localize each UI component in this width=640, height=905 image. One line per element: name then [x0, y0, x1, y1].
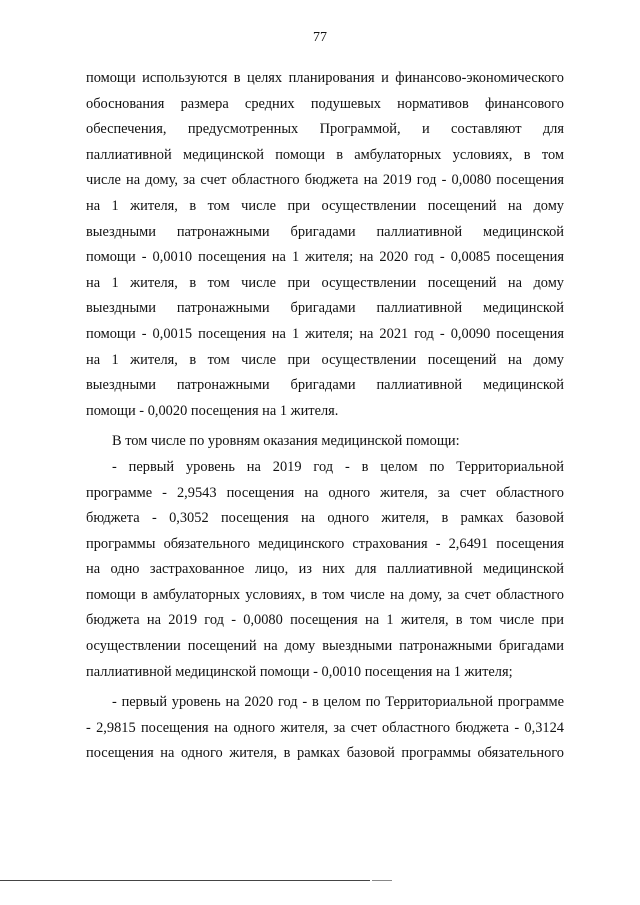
paragraph	[86, 429, 564, 455]
paragraph	[86, 455, 564, 685]
text-line: выездными патронажными бригадами паллиативной медицинской	[86, 377, 564, 394]
text-line: осуществлении посещений на дому выездными патронажными бригадами	[86, 638, 564, 655]
text-line: - 2,9815 посещения на одного жителя, за счет областного бюджета - 0,3124	[86, 719, 564, 736]
text-line: выездными патронажными бригадами паллиативной медицинской	[86, 300, 564, 317]
text-line: на 1 жителя, в том числе при осуществлении посещений на дому	[86, 274, 564, 291]
text-line: помощи используются в целях планирования и финансово-экономического	[86, 70, 564, 86]
text-line: помощи - 0,0015 посещения на 1 жителя; на 2021 год - 0,0090 посещения	[86, 325, 564, 342]
text-line: обеспечения, предусмотренных Программой, и составляют для	[86, 121, 564, 138]
paragraph	[86, 66, 564, 424]
text-line: помощи в амбулаторных условиях, в том числе на дому, за счет областного	[86, 586, 564, 603]
text-line: посещения на одного жителя, в рамках базовой программы обязательного	[86, 745, 564, 762]
footer-divider-fragment	[372, 880, 392, 881]
text-line: числе на дому, за счет областного бюджета на 2019 год - 0,0080 посещения	[86, 172, 564, 189]
text-line: - первый уровень на 2020 год - в целом по Территориальной программе	[112, 694, 564, 711]
text-line: программы обязательного медицинского страхования - 2,6491 посещения	[86, 535, 564, 552]
text-line: бюджета на 2019 год - 0,0080 посещения на 1 жителя, в том числе при	[86, 612, 564, 629]
text-line: помощи - 0,0020 посещения на 1 жителя.	[86, 402, 339, 419]
text-line: на одно застрахованное лицо, из них для паллиативной медицинской	[86, 561, 564, 578]
text-line: В том числе по уровням оказания медицинской помощи:	[112, 433, 460, 450]
text-line: на 1 жителя, в том числе при осуществлении посещений на дому	[86, 197, 564, 214]
text-line: помощи - 0,0010 посещения на 1 жителя; на 2020 год - 0,0085 посещения	[86, 249, 564, 266]
text-line: бюджета - 0,3052 посещения на одного жителя, в рамках базовой	[86, 510, 564, 527]
text-line: программе - 2,9543 посещения на одного жителя, за счет областного	[86, 484, 564, 501]
document-body	[86, 66, 564, 767]
text-line: - первый уровень на 2019 год - в целом по Территориальной	[112, 458, 564, 475]
paragraph	[86, 690, 564, 767]
text-line: паллиативной медицинской помощи в амбулаторных условиях, в том	[86, 146, 564, 163]
footer-divider	[0, 880, 370, 881]
text-line: обоснования размера средних подушевых нормативов финансового	[86, 95, 564, 112]
text-line: паллиативной медицинской помощи - 0,0010 посещения на 1 жителя;	[86, 663, 513, 680]
text-line: выездными патронажными бригадами паллиативной медицинской	[86, 223, 564, 240]
text-line: на 1 жителя, в том числе при осуществлении посещений на дому	[86, 351, 564, 368]
page-number: 77	[313, 30, 327, 45]
